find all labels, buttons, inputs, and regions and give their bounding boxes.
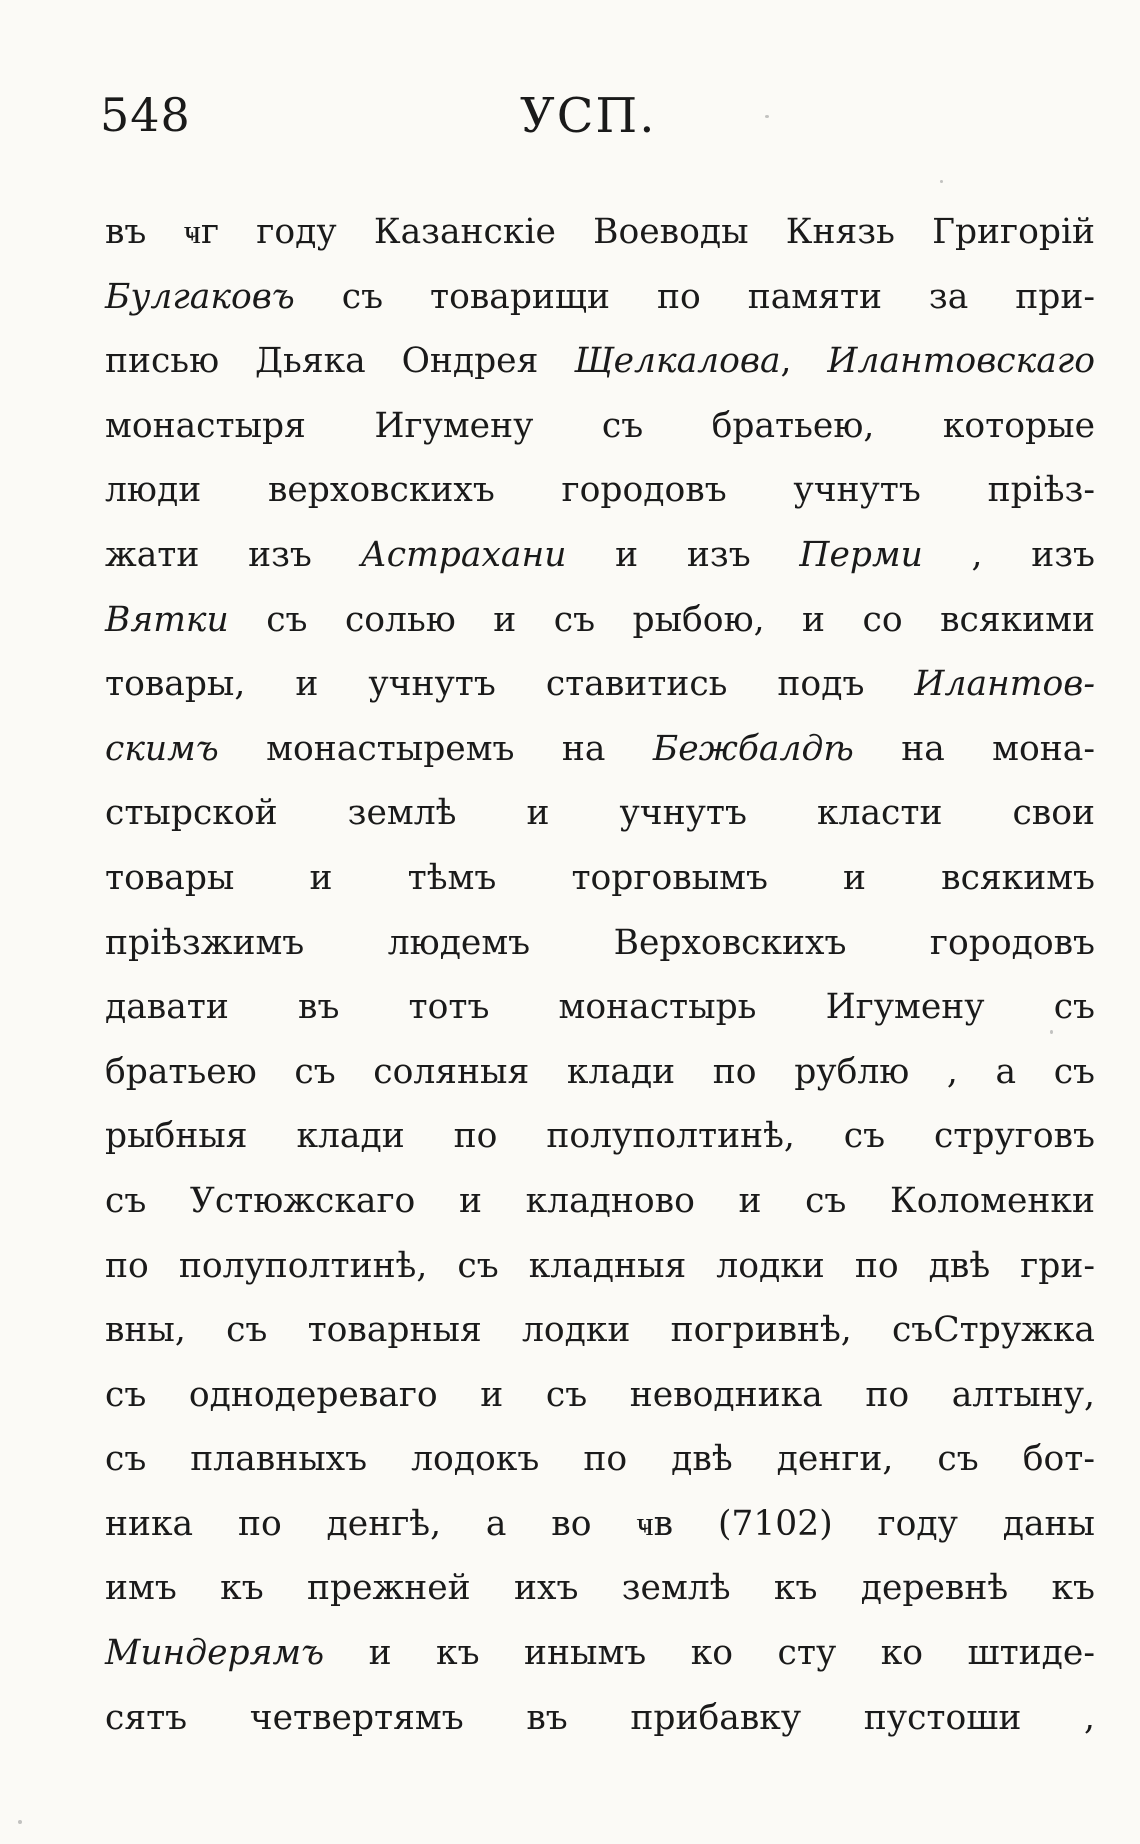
page-header [100, 88, 1090, 158]
text-line [105, 1427, 1095, 1492]
text-line [105, 717, 1095, 782]
text-segment: вны, съ товарныя лодки погривнѣ, съСтружка [105, 1310, 1095, 1351]
text-line [105, 1621, 1095, 1686]
text-line [105, 1363, 1095, 1428]
text-segment: товары и тѣмъ торговымъ и всякимъ [105, 857, 1095, 898]
text-segment: жати изъ [105, 534, 361, 575]
text-segment: товары, и учнутъ ставитись подъ [105, 664, 915, 705]
text-line [105, 1492, 1095, 1557]
italic-segment: Миндерямъ [105, 1633, 325, 1674]
italic-segment: скимъ [105, 728, 219, 769]
running-head: УСП. [520, 88, 657, 144]
scan-speck [1050, 1030, 1053, 1034]
text-line [105, 652, 1095, 717]
italic-segment: Перми [799, 534, 923, 575]
italic-segment: Илантовскаго [827, 341, 1095, 382]
text-segment: имъ къ прежней ихъ землѣ къ деревнѣ къ [105, 1568, 1095, 1609]
text-line [105, 523, 1095, 588]
text-segment: съ однодереваго и съ неводника по алтыну, [105, 1374, 1095, 1415]
text-line [105, 781, 1095, 846]
text-segment: по полуполтинѣ, съ кладныя лодки по двѣ гри- [105, 1245, 1095, 1286]
text-segment: давати въ тотъ монастырь Игумену съ [105, 987, 1095, 1028]
text-segment: и къ инымъ ко сту ко штиде- [324, 1633, 1095, 1674]
text-line [105, 1686, 1095, 1751]
italic-segment: Астрахани [360, 534, 567, 575]
page-number: 548 [100, 88, 191, 142]
text-line [105, 1298, 1095, 1363]
text-segment: стырской землѣ и учнутъ класти свои [105, 793, 1095, 834]
text-line [105, 1556, 1095, 1621]
text-segment: съ Устюжскаго и кладново и съ Коломенки [105, 1180, 1095, 1221]
text-line [105, 329, 1095, 394]
text-line [105, 200, 1095, 265]
text-line [105, 458, 1095, 523]
text-segment: съ товарищи по памяти за при- [294, 276, 1095, 317]
text-line [105, 394, 1095, 459]
italic-segment: Вятки [105, 599, 229, 640]
italic-segment: Булгаковъ [105, 276, 295, 317]
text-segment: и изъ [566, 534, 800, 575]
text-segment: люди верховскихъ городовъ учнутъ пріѣз- [105, 470, 1095, 511]
text-line [105, 911, 1095, 976]
text-line [105, 846, 1095, 911]
text-segment: братьею съ соляныя клади по рублю , а съ [105, 1051, 1095, 1092]
body-text [105, 200, 1095, 1750]
text-line [105, 975, 1095, 1040]
text-segment: съ плавныхъ лодокъ по двѣ денги, съ бот- [105, 1439, 1095, 1480]
text-segment: рыбныя клади по полуполтинѣ, съ струговъ [105, 1116, 1095, 1157]
text-segment: монастыремъ на [218, 728, 653, 769]
text-segment: пріѣзжимъ людемъ Верховскихъ городовъ [105, 922, 1095, 963]
scan-speck [765, 115, 769, 118]
text-line [105, 265, 1095, 330]
italic-segment: Илантов- [914, 664, 1095, 705]
italic-segment: Щелкалова [574, 341, 781, 382]
text-segment: въ ҹг году Казанскіе Воеводы Князь Григорій [105, 212, 1095, 252]
text-segment: на мона- [853, 728, 1095, 769]
scan-speck [18, 1820, 22, 1824]
text-line [105, 1104, 1095, 1169]
italic-segment: Бежбалдѣ [652, 728, 854, 769]
text-segment: , изъ [922, 534, 1095, 575]
text-segment: съ солью и съ рыбою, и со всякими [228, 599, 1095, 640]
text-segment: ника по денгѣ, а во ҹв (7102) году даны [105, 1503, 1095, 1544]
scan-speck [940, 180, 943, 183]
text-segment: монастыря Игумену съ братьею, которые [105, 405, 1095, 446]
text-segment: писью Дьяка Ондрея [105, 341, 575, 382]
text-line [105, 1169, 1095, 1234]
text-segment: сятъ четвертямъ въ прибавку пустоши , [105, 1697, 1095, 1738]
text-line [105, 1234, 1095, 1299]
text-segment: , [780, 341, 828, 382]
text-line [105, 588, 1095, 653]
text-line [105, 1040, 1095, 1105]
